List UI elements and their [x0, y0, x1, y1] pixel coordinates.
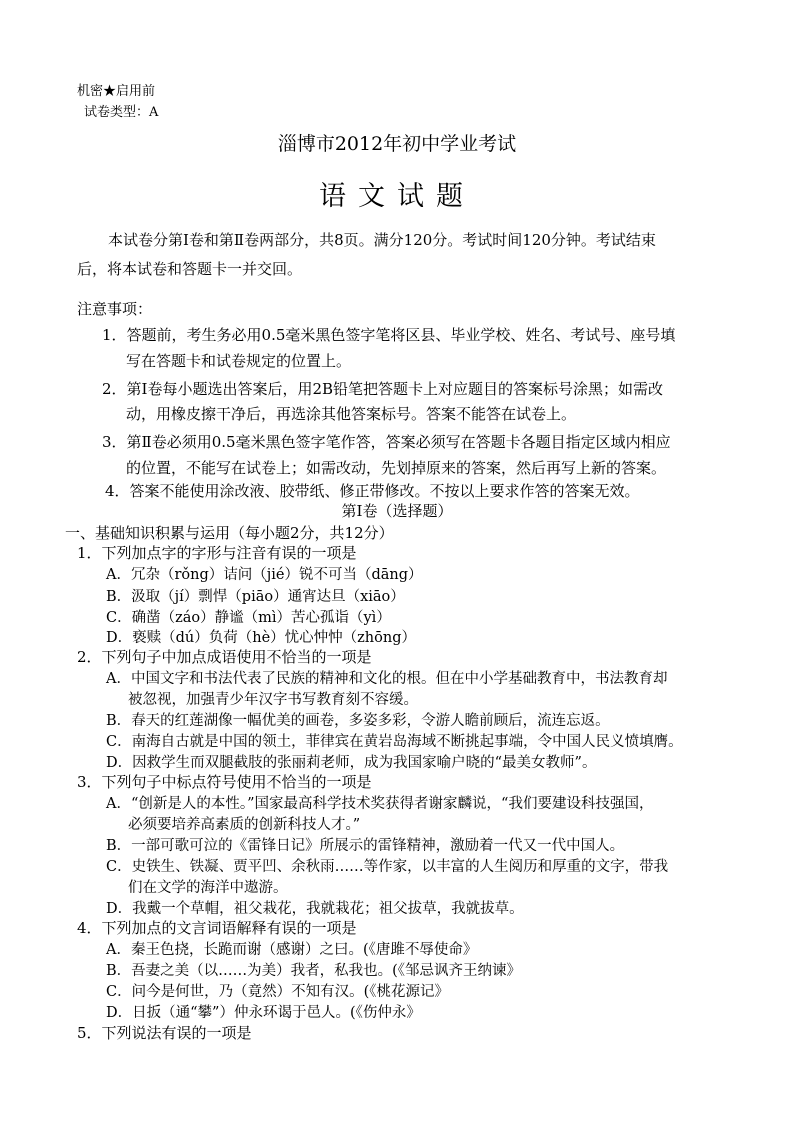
question-4-option-a: A．秦王色挠，长跪而谢（感谢）之曰。(《唐雎不辱使命》: [106, 942, 478, 958]
intro-line-1: 本试卷分第Ⅰ卷和第Ⅱ卷两部分，共8页。满分120分。考试时间120分钟。考试结束: [108, 231, 656, 249]
question-2-option-b: B．春天的红莲湖像一幅优美的画卷，多姿多彩，令游人瞻前顾后，流连忘返。: [106, 713, 610, 729]
question-1-option-c: C．确凿（záo）静谧（mì）苦心孤诣（yì）: [106, 610, 391, 626]
question-3-option-b: B．一部可歌可泣的《雷锋日记》所展示的雷锋精神，激励着一代又一代中国人。: [106, 838, 625, 854]
question-1-option-a: A．冗杂（rǒng）诘问（jié）锐不可当（dāng）: [106, 567, 423, 583]
notes-heading: 注意事项：: [77, 300, 153, 318]
intro-line-2: 后，将本试卷和答题卡一并交回。: [77, 260, 303, 278]
question-3-option-c-line-1: C．史铁生、铁凝、贾平凹、余秋雨……等作家，以丰富的人生阅历和厚重的文字，带我: [106, 859, 669, 875]
note-2-line-1: 2．第Ⅰ卷每小题选出答案后，用2B铅笔把答题卡上对应题目的答案标号涂黑；如需改: [102, 380, 664, 398]
note-3-line-2: 的位置，不能写在试卷上；如需改动，先划掉原来的答案，然后再写上新的答案。: [126, 459, 667, 477]
question-5-stem: 5．下列说法有误的一项是: [77, 1024, 252, 1042]
question-1-stem: 1．下列加点字的字形与注音有误的一项是: [77, 544, 357, 562]
part-one-heading: 第Ⅰ卷（选择题）: [341, 502, 453, 520]
note-2-line-2: 动，用橡皮擦干净后，再选涂其他答案标号。答案不能答在试卷上。: [126, 405, 577, 423]
question-2-option-a-line-2: 被忽视，加强青少年汉字书写教育刻不容缓。: [128, 692, 418, 708]
question-4-option-c: C．问今是何世，乃（竟然）不知有汉。(《桃花源记》: [106, 984, 449, 1000]
question-2-stem: 2．下列句子中加点成语使用不恰当的一项是: [77, 648, 372, 666]
question-3-stem: 3．下列句子中标点符号使用不恰当的一项是: [77, 773, 372, 791]
note-3-line-1: 3．第Ⅱ卷必须用0.5毫米黑色签字笔作答，答案必须写在答题卡各题目指定区域内相应: [102, 433, 671, 451]
question-4-option-b: B．吾妻之美（以……为美）我者，私我也。(《邹忌讽齐王纳谏》: [106, 963, 522, 979]
question-4-stem: 4．下列加点的文言词语解释有误的一项是: [77, 919, 357, 937]
confidential-label: 机密★启用前: [77, 84, 156, 99]
paper-type-label: 试卷类型：A: [84, 105, 159, 120]
question-3-option-a-line-1: A．“创新是人的本性。”国家最高科学技术奖获得者谢家麟说，“我们要建设科技强国，: [106, 796, 654, 812]
question-2-option-d: D．因救学生而双腿截肢的张丽莉老师，成为我国家喻户晓的“最美女教师”。: [106, 755, 597, 771]
question-3-option-d: D．我戴一个草帽，祖父栽花，我就栽花；祖父拔草，我就拔草。: [106, 901, 524, 917]
question-3-option-c-line-2: 们在文学的海洋中遨游。: [128, 880, 288, 896]
question-2-option-a-line-1: A．中国文字和书法代表了民族的精神和文化的根。但在中小学基础教育中，书法教育却: [106, 671, 668, 687]
question-1-option-b: B．汲取（jí）剽悍（piāo）通宵达旦（xiāo）: [106, 589, 405, 605]
question-3-option-a-line-2: 必须要培养高素质的创新科技人才。”: [128, 817, 361, 833]
section-one-heading: 一、基础知识积累与运用（每小题2分，共12分）: [65, 524, 394, 542]
subject-title: 语文试题: [319, 181, 475, 212]
note-1-line-1: 1．答题前，考生务必用0.5毫米黑色签字笔将区县、毕业学校、姓名、考试号、座号填: [102, 326, 676, 344]
exam-title: 淄博市2012年初中学业考试: [277, 133, 517, 155]
question-1-option-d: D．亵赎（dú）负荷（hè）忧心忡忡（zhōng）: [106, 630, 416, 646]
question-2-option-c: C．南海自古就是中国的领土，菲律宾在黄岩岛海域不断挑起事端，令中国人民义愤填膺。: [106, 734, 683, 750]
note-1-line-2: 写在答题卡和试卷规定的位置上。: [126, 352, 352, 370]
question-4-option-d: D．日扳（通“攀”）仲永环谒于邑人。(《伤仲永》: [106, 1005, 421, 1021]
note-4: 4．答案不能使用涂改液、胶带纸、修正带修改。不按以上要求作答的答案无效。: [105, 482, 640, 500]
